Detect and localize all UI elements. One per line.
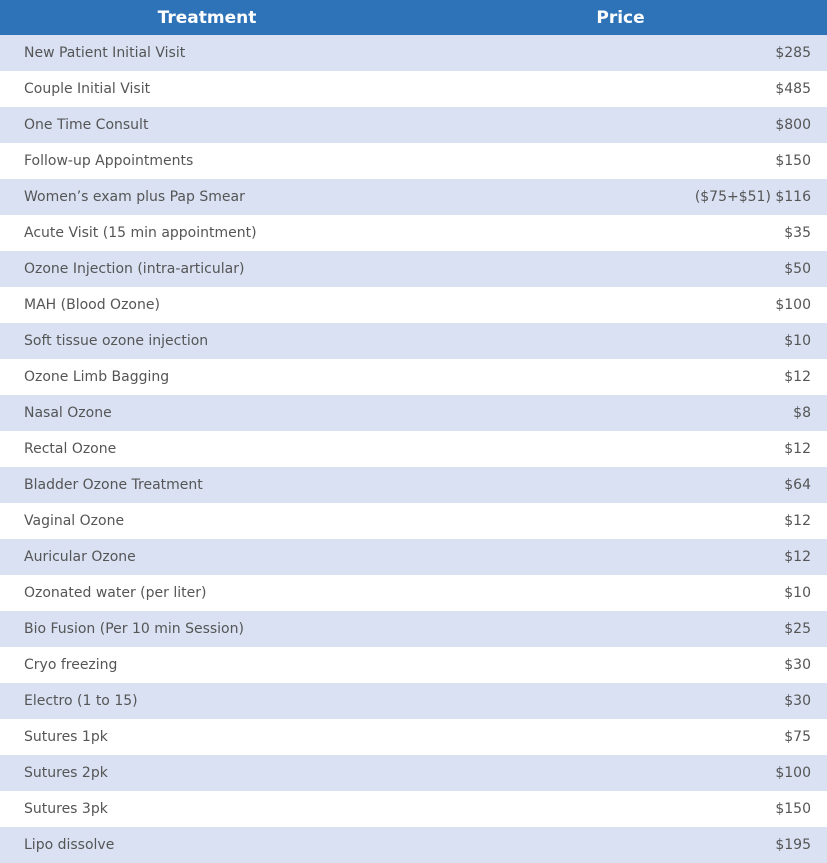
price-cell: $150 — [775, 801, 811, 817]
table-row — [0, 467, 827, 503]
price-cell: $30 — [784, 657, 811, 673]
price-cell: $35 — [784, 225, 811, 241]
treatment-cell: Acute Visit (15 min appointment) — [24, 225, 257, 241]
price-cell: $150 — [775, 153, 811, 169]
table-header — [0, 0, 827, 35]
price-cell: $10 — [784, 585, 811, 601]
table-row — [0, 575, 827, 611]
table-row — [0, 827, 827, 863]
treatment-cell: Electro (1 to 15) — [24, 693, 138, 709]
header-price: Price — [596, 7, 645, 28]
treatment-cell: Rectal Ozone — [24, 441, 117, 457]
price-cell: $30 — [784, 693, 811, 709]
treatment-cell: Cryo freezing — [24, 657, 118, 673]
treatment-cell: Ozone Limb Bagging — [24, 369, 170, 385]
treatment-cell: Ozone Injection (intra-articular) — [24, 261, 245, 277]
header-treatment: Treatment — [157, 7, 257, 28]
table-row — [0, 791, 827, 827]
price-cell: ($75+$51) $116 — [694, 189, 811, 205]
table-row — [0, 359, 827, 395]
table-row — [0, 647, 827, 683]
treatment-cell: Sutures 2pk — [24, 765, 108, 781]
price-cell: $12 — [784, 549, 811, 565]
treatment-cell: Follow-up Appointments — [24, 153, 194, 169]
table-row — [0, 143, 827, 179]
table-row — [0, 107, 827, 143]
table-row — [0, 179, 827, 215]
treatment-cell: MAH (Blood Ozone) — [24, 297, 160, 313]
treatment-cell: Sutures 3pk — [24, 801, 108, 817]
table-body — [0, 35, 827, 863]
table-row — [0, 539, 827, 575]
treatment-cell: Vaginal Ozone — [24, 513, 125, 529]
treatment-cell: Auricular Ozone — [24, 549, 136, 565]
price-cell: $64 — [784, 477, 811, 493]
treatment-cell: Lipo dissolve — [24, 837, 115, 853]
price-cell: $8 — [793, 405, 811, 421]
price-cell: $75 — [784, 729, 811, 745]
table-row — [0, 719, 827, 755]
table-row — [0, 755, 827, 791]
price-cell: $800 — [775, 117, 811, 133]
table-row — [0, 431, 827, 467]
treatment-cell: Sutures 1pk — [24, 729, 108, 745]
price-cell: $195 — [775, 837, 811, 853]
treatment-cell: Women’s exam plus Pap Smear — [24, 189, 245, 205]
treatment-cell: Bio Fusion (Per 10 min Session) — [24, 621, 244, 637]
treatment-cell: Ozonated water (per liter) — [24, 585, 207, 601]
treatment-cell: New Patient Initial Visit — [24, 45, 186, 61]
table-row — [0, 287, 827, 323]
price-cell: $25 — [784, 621, 811, 637]
price-cell: $100 — [775, 765, 811, 781]
table-row — [0, 35, 827, 71]
table-row — [0, 323, 827, 359]
price-cell: $100 — [775, 297, 811, 313]
price-cell: $285 — [775, 45, 811, 61]
table-row — [0, 683, 827, 719]
treatment-cell: One Time Consult — [24, 117, 149, 133]
treatment-cell: Soft tissue ozone injection — [24, 333, 209, 349]
price-cell: $10 — [784, 333, 811, 349]
treatment-cell: Nasal Ozone — [24, 405, 112, 421]
price-cell: $12 — [784, 441, 811, 457]
price-cell: $12 — [784, 369, 811, 385]
table-row — [0, 503, 827, 539]
table-row — [0, 71, 827, 107]
price-cell: $12 — [784, 513, 811, 529]
treatment-cell: Couple Initial Visit — [24, 81, 151, 97]
table-row — [0, 251, 827, 287]
treatment-cell: Bladder Ozone Treatment — [24, 477, 203, 493]
table-row — [0, 215, 827, 251]
table-row — [0, 395, 827, 431]
price-cell: $50 — [784, 261, 811, 277]
table-row — [0, 611, 827, 647]
header-row — [0, 0, 827, 35]
price-cell: $485 — [775, 81, 811, 97]
